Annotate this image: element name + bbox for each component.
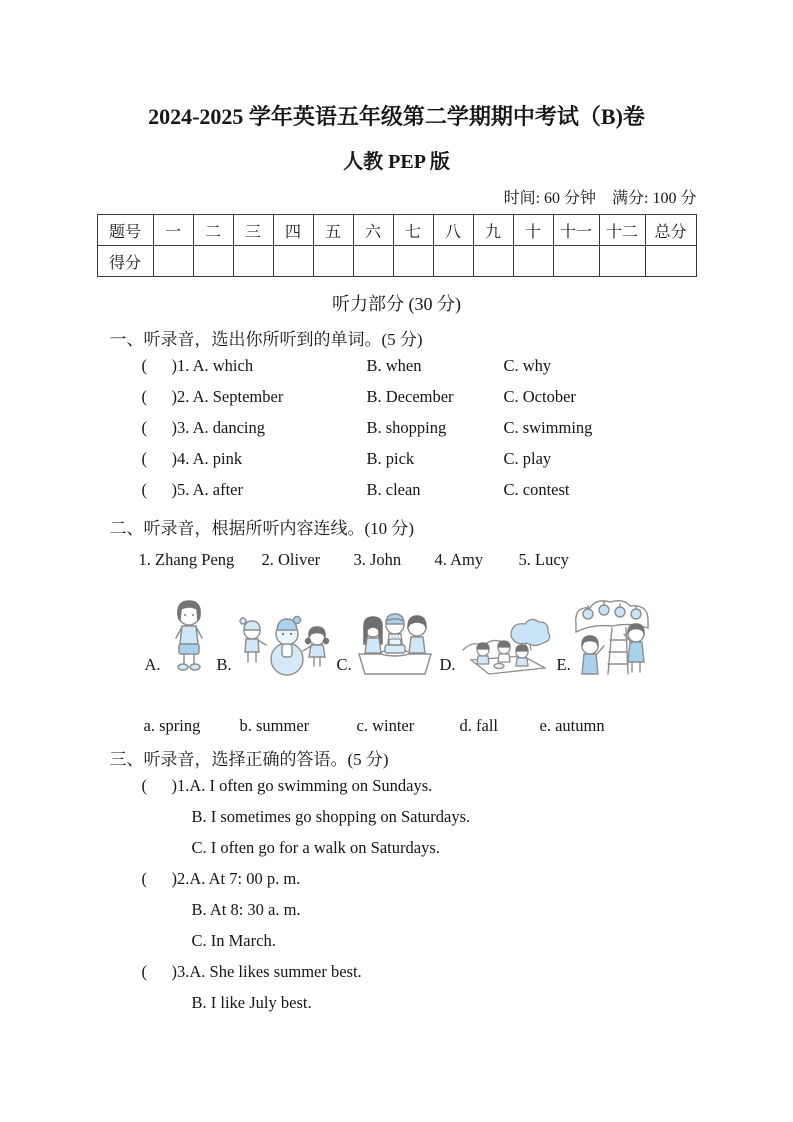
season-item: d. fall — [459, 716, 498, 735]
picture-letter: C. — [336, 655, 352, 674]
score-table-header-cell: 总分 — [645, 215, 696, 246]
section3-question-first-line — [142, 770, 697, 801]
section1-question-row — [142, 412, 697, 443]
option-b: B. At 8: 30 a. m. — [191, 900, 301, 919]
section1-question-row — [142, 443, 697, 474]
page-subtitle: 人教 PEP 版 — [343, 151, 450, 173]
score-cell — [153, 246, 193, 277]
score-cell — [233, 246, 273, 277]
option-a: )1.A. I often go swimming on Sundays. — [171, 776, 433, 795]
option-a: )2.A. At 7: 00 p. m. — [171, 869, 301, 888]
answer-paren: ( — [141, 448, 147, 468]
option-a: )3.A. She likes summer best. — [171, 962, 362, 981]
picture-item-d — [440, 616, 557, 676]
picture-item-e — [557, 598, 650, 676]
section3-question — [97, 956, 697, 1018]
option-c: C. October — [503, 386, 576, 406]
option-a: )3. A. dancing — [171, 417, 265, 437]
section1-question-row — [142, 350, 697, 381]
score-table-header-cell: 二 — [193, 215, 233, 246]
answer-paren: ( — [141, 776, 147, 795]
option-a: )1. A. which — [171, 355, 254, 375]
option-b: B. pick — [366, 448, 415, 468]
score-cell — [353, 246, 393, 277]
picture-item-a — [145, 598, 217, 676]
option-b: B. clean — [366, 479, 421, 499]
building-snowman-icon — [235, 604, 330, 676]
score-table-header-cell: 十一 — [553, 215, 599, 246]
score-cell — [553, 246, 599, 277]
score-table-header-cell: 四 — [273, 215, 313, 246]
option-c: C. play — [503, 448, 552, 468]
option-b: B. December — [366, 386, 454, 406]
score-table-header-cell: 十 — [513, 215, 553, 246]
option-c: C. In March. — [191, 931, 276, 950]
score-cell — [313, 246, 353, 277]
section2-seasons-row — [144, 716, 697, 736]
section3-question-first-line — [142, 863, 697, 894]
name-item: 2. Oliver — [261, 550, 321, 569]
score-table-score-row — [97, 246, 696, 277]
score-table-header-cell: 八 — [433, 215, 473, 246]
season-item: a. spring — [143, 716, 201, 735]
page-title: 2024-2025 学年英语五年级第二学期期中考试（B)卷 — [148, 104, 645, 129]
picture-item-b — [217, 604, 337, 676]
name-item: 1. Zhang Peng — [138, 550, 235, 569]
answer-paren: ( — [141, 962, 147, 981]
time-score-line: 时间: 60 分钟 满分: 100 分 — [503, 190, 697, 207]
score-table-header-row — [97, 215, 696, 246]
section2-pictures-row — [145, 588, 697, 676]
answer-paren: ( — [141, 479, 147, 499]
option-a: )5. A. after — [171, 479, 243, 499]
section3-question — [97, 863, 697, 956]
name-item: 4. Amy — [434, 550, 484, 569]
option-a: )2. A. September — [171, 386, 284, 406]
answer-paren: ( — [141, 417, 147, 437]
score-cell — [645, 246, 696, 277]
birthday-cake-icon — [355, 602, 435, 676]
section3-question-first-line — [142, 956, 697, 987]
option-c: C. swimming — [503, 417, 593, 437]
option-b: B. I like July best. — [191, 993, 312, 1012]
option-b: B. shopping — [366, 417, 447, 437]
score-table-header-cell: 题号 — [97, 215, 153, 246]
section1-question-row — [142, 474, 697, 505]
score-cell — [273, 246, 313, 277]
season-item: c. winter — [356, 716, 415, 735]
score-table-header-cell: 六 — [353, 215, 393, 246]
score-table-header-cell: 十二 — [599, 215, 645, 246]
apple-picking-ladder-icon — [574, 598, 650, 676]
option-a: )4. A. pink — [171, 448, 243, 468]
picture-item-c — [337, 602, 440, 676]
picture-letter: B. — [216, 655, 232, 674]
section1-title: 一、听录音，选出你所听到的单词。(5 分) — [109, 330, 423, 349]
picnic-under-tree-icon — [459, 616, 551, 676]
score-table-header-cell: 一 — [153, 215, 193, 246]
score-table-header-cell: 五 — [313, 215, 353, 246]
score-cell — [193, 246, 233, 277]
picture-letter: E. — [556, 655, 571, 674]
boy-standing-icon — [164, 598, 214, 676]
score-table-header-cell: 九 — [473, 215, 513, 246]
section2-names-row — [139, 550, 697, 574]
picture-letter: D. — [439, 655, 456, 674]
answer-paren: ( — [141, 355, 147, 375]
season-item: e. autumn — [539, 716, 605, 735]
season-item: b. summer — [239, 716, 310, 735]
option-c: C. contest — [503, 479, 570, 499]
option-c: C. why — [503, 355, 552, 375]
score-table — [97, 214, 697, 277]
option-b: B. I sometimes go shopping on Saturdays. — [191, 807, 471, 826]
option-c: C. I often go for a walk on Saturdays. — [191, 838, 440, 857]
section2-title: 二、听录音，根据所听内容连线。(10 分) — [109, 519, 415, 538]
listening-part-heading: 听力部分 (30 分) — [332, 294, 461, 314]
score-cell — [513, 246, 553, 277]
score-cell — [599, 246, 645, 277]
score-row-label: 得分 — [97, 246, 153, 277]
score-cell — [433, 246, 473, 277]
name-item: 5. Lucy — [518, 550, 569, 569]
score-cell — [393, 246, 433, 277]
section3-title: 三、听录音，选择正确的答语。(5 分) — [109, 750, 389, 769]
score-table-header-cell: 七 — [393, 215, 433, 246]
answer-paren: ( — [141, 869, 147, 888]
option-b: B. when — [366, 355, 422, 375]
section1-question-row — [142, 381, 697, 412]
picture-letter: A. — [144, 655, 161, 674]
score-cell — [473, 246, 513, 277]
score-table-header-cell: 三 — [233, 215, 273, 246]
answer-paren: ( — [141, 386, 147, 406]
section3-question — [97, 770, 697, 863]
name-item: 3. John — [353, 550, 402, 569]
